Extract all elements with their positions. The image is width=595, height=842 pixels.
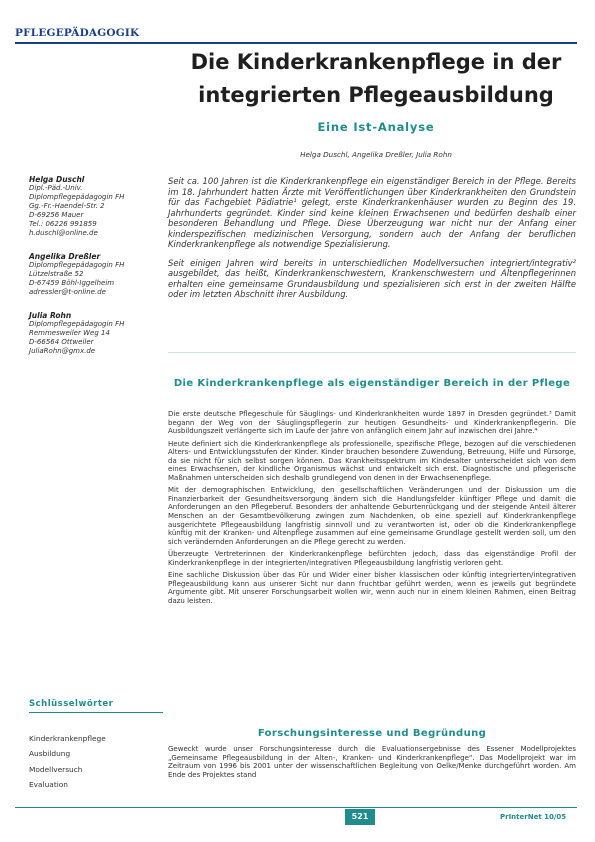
keywords-heading: Schlüsselwörter: [29, 699, 114, 709]
section-body: [168, 410, 576, 609]
contact-block: [29, 252, 169, 297]
section-body: [168, 745, 576, 783]
contact-line: Diplompflegepädagogin FH: [29, 193, 125, 201]
keywords-rule: [29, 712, 163, 713]
body-paragraph: Überzeugte Vertreterinnen der Kinderkrankenpflege befürchten jedoch, dass das eigenständige Profil der Kinderkrankenpflege in der integrierten/integrativen Pflegeausbildung langfristig verloren geht.: [168, 550, 576, 567]
abstract-paragraph: Seit ca. 100 Jahren ist die Kinderkrankenpflege ein eigenständiger Bereich in der Pflege. Bereits im 18. Jahrhundert hatten Ärzte mit Veröffentlichungen über Kinderkrankheiten den Grundstein für das Fachgebiet Pädiatrie¹ gelegt, erste Kinderkrankenhäuser wurden zu Beginn des 19. Jahrhunderts gegründet. Kinder sind keine kleinen Erwachsenen und bedürfen deshalb einer besonderen Behandlung und Pflege. Diese Überzeugung war nicht nur der Anfang einer kinderspezifischen medizinischen Versorgung, sondern auch der Anfang der beruflichen Kinderkrankenpflege als notwendige Spezialisierung.: [168, 176, 576, 249]
contact-line: Diplompflegepädagogin FH: [29, 261, 125, 269]
contact-block: [29, 311, 169, 356]
section-heading: Die Kinderkrankenpflege als eigenständiger Bereich in der Pflege: [173, 378, 571, 389]
contact-line: Remmesweiler Weg 14: [29, 329, 110, 337]
contact-email[interactable]: h.duschl@online.de: [29, 229, 98, 237]
body-paragraph: Eine sachliche Diskussion über das Für und Wider einer bisher klassischen oder künftig integrierten/integrativen Pflegeausbildung kann aus unserer Sicht nur dann fruchtbar geführt werden, wenn es jeweils gut begründete Argumente gibt. Mit unserer Forschungsarbeit wollen wir, wenn auch nur in einem kleinen Rahmen, einen Beitrag dazu leisten.: [168, 571, 576, 605]
abstract-paragraph: Seit einigen Jahren wird bereits in unterschiedlichen Modellversuchen integriert/integrativ² ausgebildet, das heißt, Kinderkrankenschwestern, Krankenschwestern und Altenpflegerinnen erhalten eine gemeinsame Grundausbildung und spezialisieren sich erst in der zweiten Hälfte oder im letzten Abschnitt ihrer Ausbildung.: [168, 257, 576, 299]
contact-name: Julia Rohn: [29, 311, 72, 320]
contact-email[interactable]: adressler@t-online.de: [29, 288, 106, 296]
contact-line: Dipl.-Päd.-Univ.: [29, 184, 83, 192]
issue-label: PrInterNet 10/05: [500, 813, 567, 821]
contact-name: Angelika Dreßler: [29, 252, 101, 261]
contact-name: Helga Duschl: [29, 175, 85, 184]
contact-line: D-67459 Böhl-Iggelheim: [29, 279, 115, 287]
body-paragraph: Mit der demographischen Entwicklung, den gesellschaftlichen Veränderungen und der Diskussion um die Finanzierbarkeit der Gesundheitsversorgung ändern sich die Handlungsfelder künftiger Pflege und damit die Anforderungen an den Pflegeberuf. Besonders der anhaltende Geburtenrückgang und der steigende Anteil älterer Menschen an der Gesamtbevölkerung zwingen zum Nachdenken, ob eine speziell auf Kinderkrankenpflege ausgerichtete Pflegeausbildung langfristig sinnvoll und zu verantworten ist, oder ob die Kinderkrankenpflege künftig mit der Kranken- und Altenpflege zusammen auf eine gemeinsame Grundlage gestellt werden soll, um den sich verändernden Anforderungen an die Pflege gerecht zu werden.: [168, 486, 576, 546]
author-contacts: [29, 175, 169, 370]
page-number: 521: [345, 809, 375, 825]
article-subtitle: Eine Ist-Analyse: [317, 120, 435, 134]
abstract-divider: [168, 352, 576, 353]
footer-rule: [15, 807, 577, 808]
contact-line: D-66564 Ottweiler: [29, 338, 94, 346]
contact-line: Lützelstraße 52: [29, 270, 84, 278]
header-rule: [15, 42, 577, 44]
keyword-item: Modellversuch: [29, 764, 83, 774]
journal-name: PFLEGEPÄDAGOGIK: [15, 27, 140, 39]
keyword-item: Kinderkrankenpflege: [29, 734, 106, 743]
abstract: [168, 176, 576, 308]
contact-line: D-69256 Mauer: [29, 211, 84, 219]
keywords-list: [29, 731, 106, 792]
body-paragraph: Die erste deutsche Pflegeschule für Säuglings- und Kinderkrankheiten wurde 1897 in Dresden gegründet.³ Damit begann der Weg von der Säuglingspflegerin zur heutigen Gesundheits- und Kinderkrankenpflegerin. Die Ausbildungszeit verlängerte sich im Laufe der Jahre von anfänglich einem Jahr auf inzwischen drei Jahre.⁴: [168, 410, 576, 436]
contact-line: Gg.-Fr.-Haendel-Str. 2: [29, 202, 105, 210]
contact-line: Tel.: 06226 991859: [29, 220, 97, 228]
contact-block: [29, 175, 169, 238]
article-title: Die Kinderkrankenpflege in der integrierten Pflegeausbildung: [190, 50, 562, 107]
body-paragraph: Geweckt wurde unser Forschungsinteresse durch die Evaluationsergebnisse des Essener Modellprojektes „Gemeinsame Pflegeausbildung in der Alten-, Kranken- und Kinderkrankenpflege“. Das Modellprojekt war im Zeitraum von 1996 bis 2001 unter der wissenschaftlichen Begleitung von Oelke/Menke durchgeführt worden. Am Ende des Projektes stand: [168, 745, 576, 779]
author-line: Helga Duschl, Angelika Dreßler, Julia Rohn: [300, 150, 452, 159]
section-heading: Forschungsinteresse und Begründung: [257, 728, 487, 739]
keyword-item: Ausbildung: [29, 749, 71, 759]
keyword-item: Evaluation: [29, 779, 68, 789]
contact-line: Diplompflegepädagogin FH: [29, 320, 125, 328]
body-paragraph: Heute definiert sich die Kinderkrankenpflege als professionelle, spezifische Pflege, bezogen auf die verschiedenen Alters- und Entwicklungsstufen der Kinder. Kinder brauchen besondere Zuwendung, Betreuung, Hilfe und Fürsorge, da sie nicht für sich selbst sorgen können. Das Krankheitsspektrum im Kindesalter unterscheidet sich von dem eines Erwachsenen, der kindliche Organismus wächst und entwickelt sich erst. Diagnostische und pflegerische Maßnahmen unterscheiden sich deshalb grundlegend von denen in der Erwachsenenpflege.: [168, 439, 576, 482]
contact-email[interactable]: JuliaRohn@gmx.de: [29, 347, 96, 355]
